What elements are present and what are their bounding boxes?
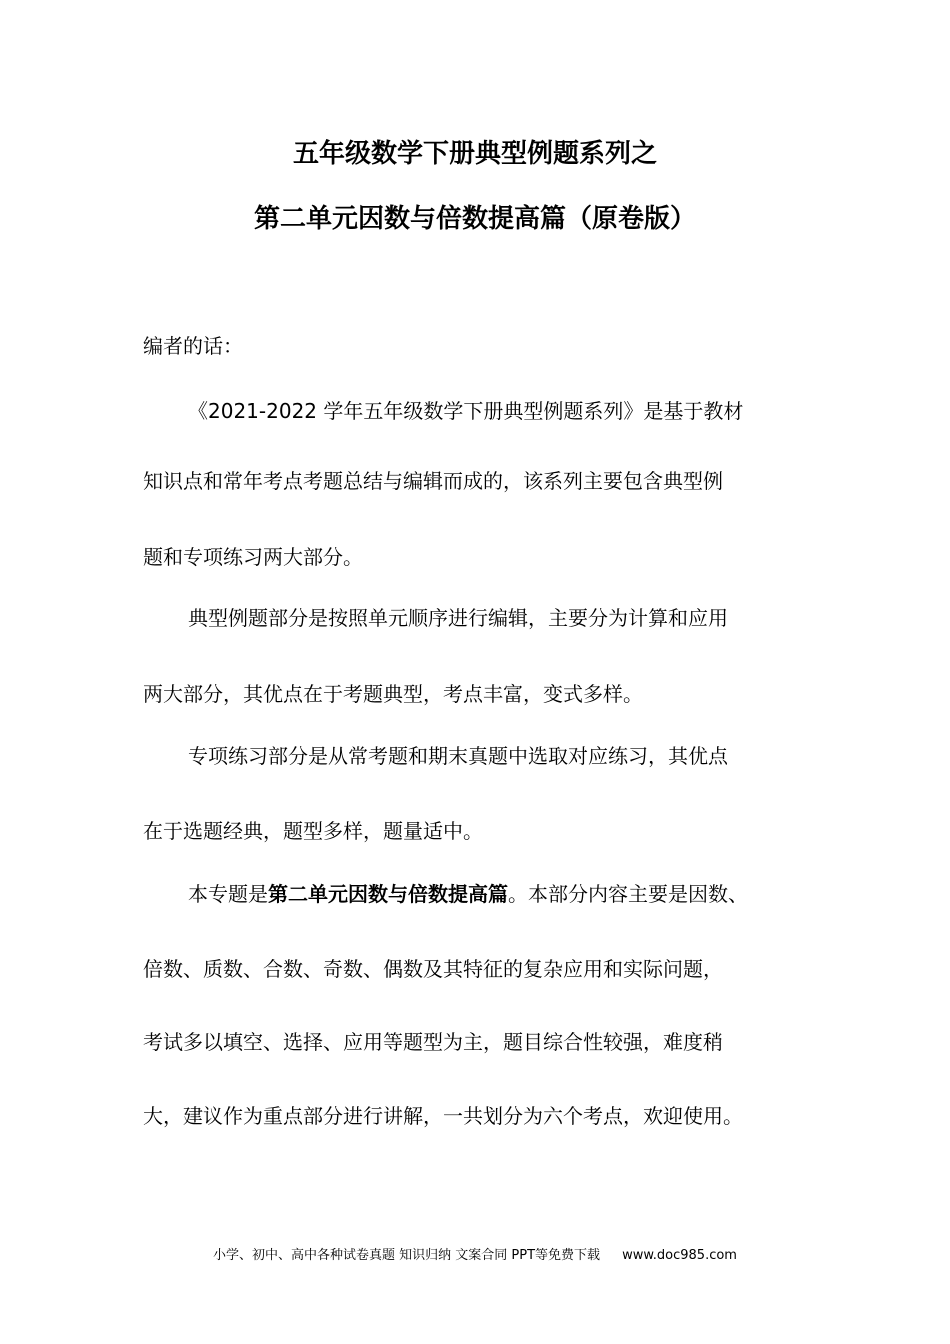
paragraph-3-line-2: 在于选题经典，题型多样，题量适中。 xyxy=(143,819,483,843)
paragraph-4-prefix: 本专题是 xyxy=(188,882,268,906)
paragraph-1-line-1: 《2021-2022 学年五年级数学下册典型例题系列》是基于教材 xyxy=(188,399,744,423)
paragraph-2-line-1: 典型例题部分是按照单元顺序进行编辑，主要分为计算和应用 xyxy=(188,606,728,630)
paragraph-4-line-2: 倍数、质数、合数、奇数、偶数及其特征的复杂应用和实际问题， xyxy=(143,957,723,981)
paragraph-1-line-2: 知识点和常年考点考题总结与编辑而成的，该系列主要包含典型例 xyxy=(143,469,723,493)
document-title-line-1: 五年级数学下册典型例题系列之 xyxy=(292,139,657,169)
paragraph-3-line-1: 专项练习部分是从常考题和期末真题中选取对应练习，其优点 xyxy=(188,744,728,768)
footer-url[interactable]: www.doc985.com xyxy=(622,1248,737,1263)
editor-heading: 编者的话： xyxy=(143,334,243,358)
paragraph-4-line-3: 考试多以填空、选择、应用等题型为主，题目综合性较强，难度稍 xyxy=(143,1030,723,1054)
page-footer xyxy=(0,1244,950,1263)
paragraph-1-line-3: 题和专项练习两大部分。 xyxy=(143,545,363,569)
paragraph-4-emphasis: 第二单元因数与倍数提高篇 xyxy=(268,882,508,906)
document-title-line-2: 第二单元因数与倍数提高篇（原卷版） xyxy=(253,204,696,234)
paragraph-4-line-1 xyxy=(188,880,748,908)
footer-text: 小学、初中、高中各种试卷真题 知识归纳 文案合同 PPT等免费下载 xyxy=(213,1248,601,1263)
paragraph-4-line-4: 大，建议作为重点部分进行讲解，一共划分为六个考点，欢迎使用。 xyxy=(143,1104,743,1128)
paragraph-4-suffix: 。本部分内容主要是因数、 xyxy=(508,882,748,906)
paragraph-2-line-2: 两大部分，其优点在于考题典型，考点丰富，变式多样。 xyxy=(143,682,643,706)
